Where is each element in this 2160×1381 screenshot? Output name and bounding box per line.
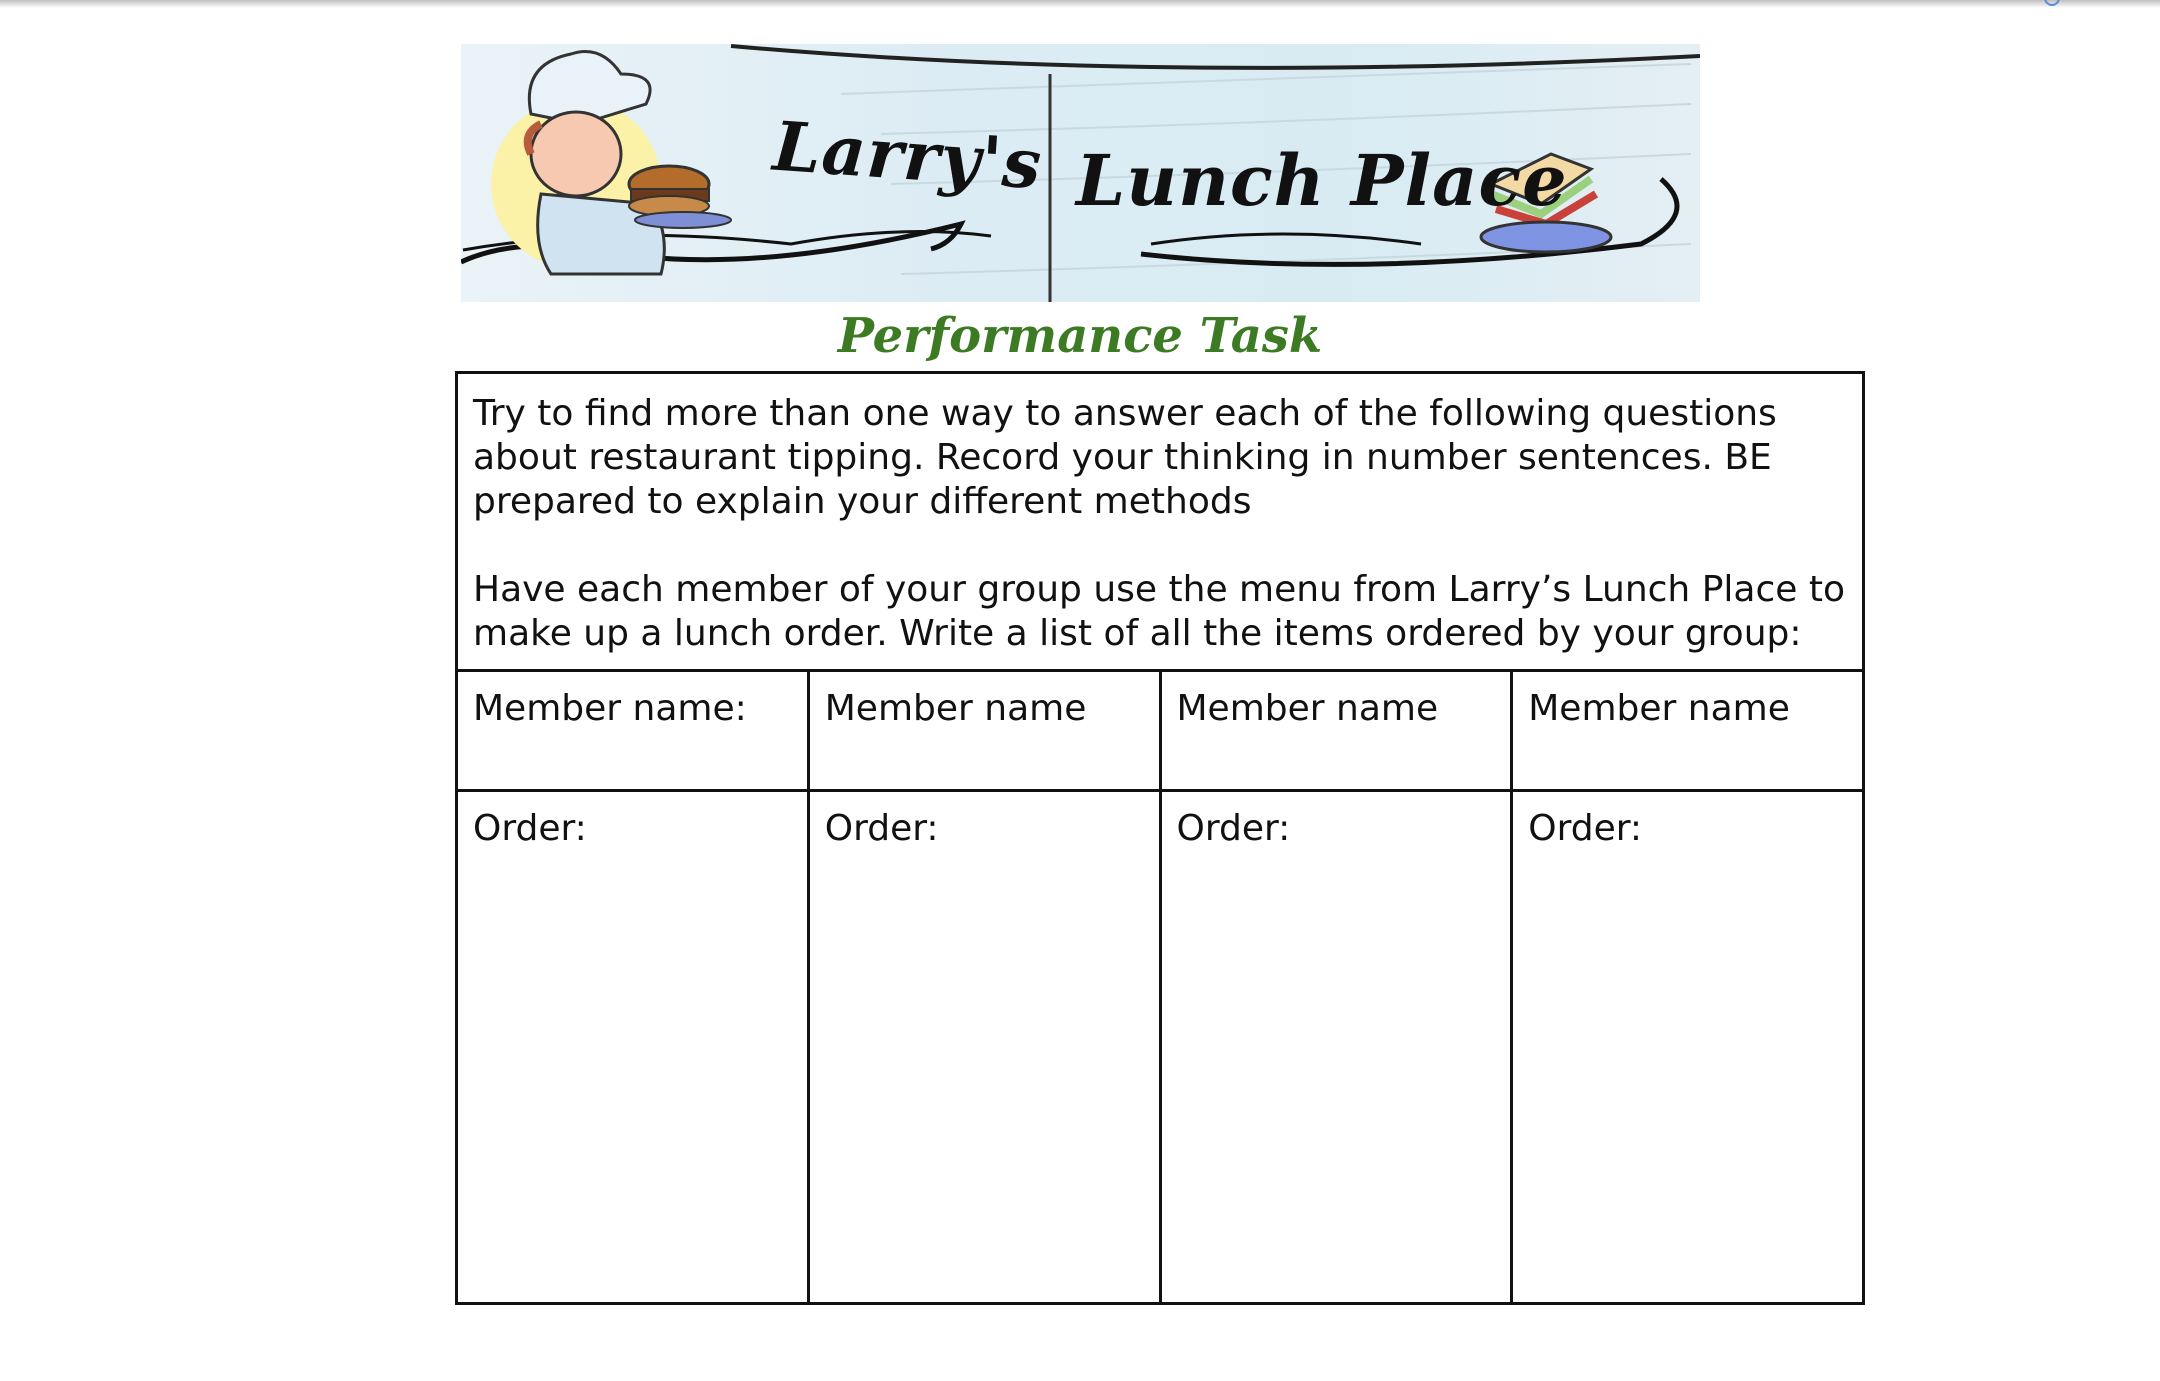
banner-title-larrys: Larry's xyxy=(770,106,1045,206)
top-shadow xyxy=(0,0,2160,8)
member-name-cell[interactable]: Member name xyxy=(1528,688,1790,729)
restaurant-banner xyxy=(461,44,1700,302)
member-name-cell[interactable]: Member name xyxy=(1162,672,1514,789)
instructions-cell xyxy=(458,374,1862,672)
member-name-row xyxy=(458,672,1862,792)
order-row xyxy=(458,792,1862,1302)
order-cell[interactable]: Order: xyxy=(1162,792,1514,1302)
page-title xyxy=(0,308,2160,364)
order-cell[interactable]: Order: xyxy=(810,792,1162,1302)
worksheet-table xyxy=(455,371,1865,1305)
banner-title-lunch-place: Lunch Place xyxy=(1076,139,1568,222)
order-cell[interactable]: Order: xyxy=(458,792,810,1302)
instructions-paragraph-2: Have each member of your group use the menu from Larry’s Lunch Place to make up a lunch order. Write a list of all the items ordered by your group: xyxy=(473,569,1845,654)
page-title-text: Performance Task xyxy=(837,308,1323,364)
member-name-cell[interactable]: Member name xyxy=(810,672,1162,789)
order-cell[interactable]: Order: xyxy=(1528,808,1643,849)
member-grid xyxy=(458,672,1862,1302)
instructions-paragraph-1: Try to find more than one way to answer each of the following questions about restaurant tipping. Record your thinking in number sentences. BE prepared to explain your different methods xyxy=(473,393,1777,522)
member-name-cell[interactable]: Member name: xyxy=(458,672,810,789)
